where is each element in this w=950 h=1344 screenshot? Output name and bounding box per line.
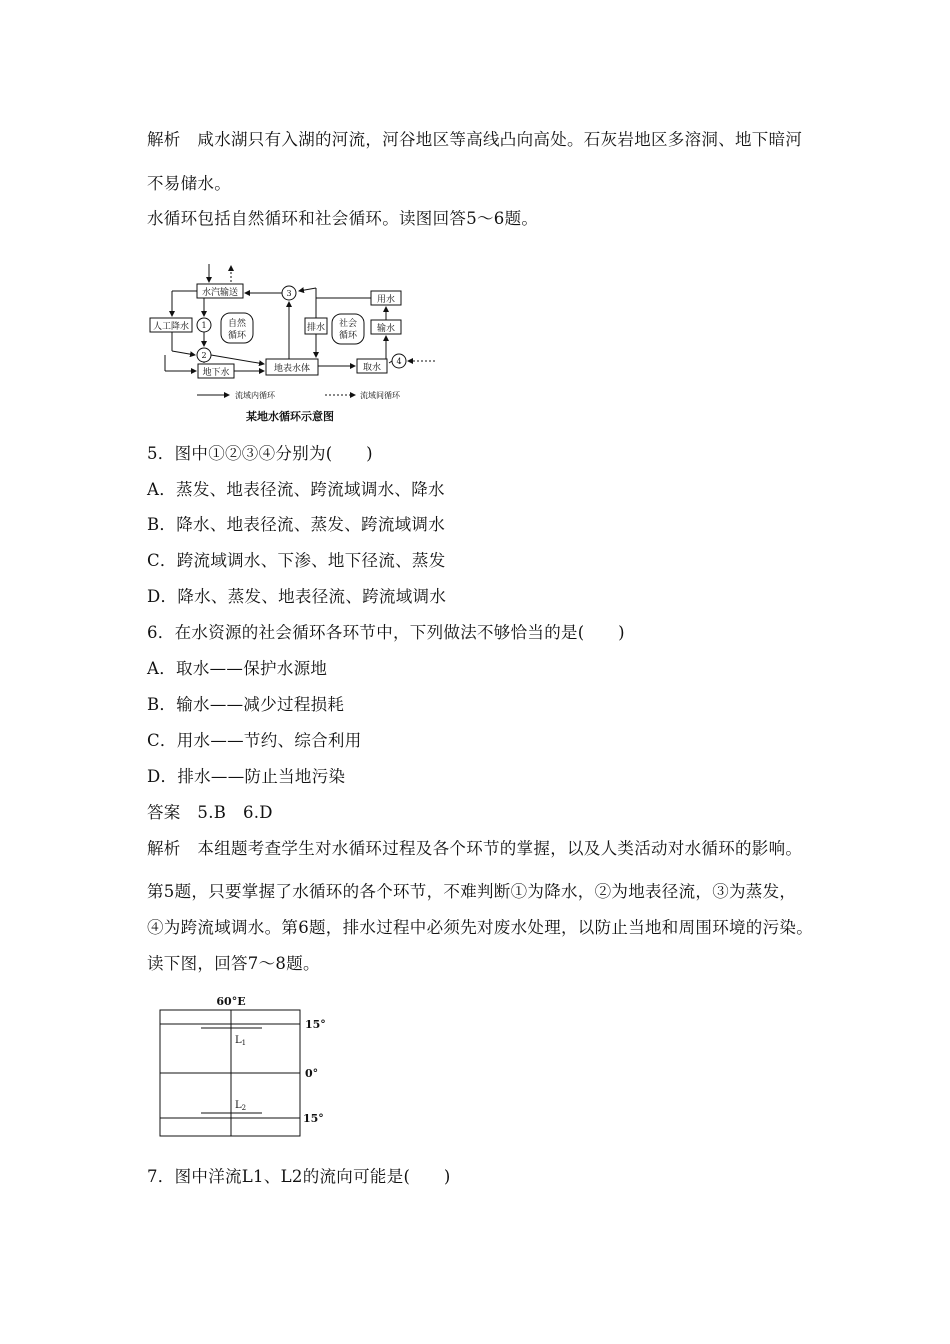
label-vapor: 水汽输送	[201, 288, 239, 298]
current-l1-label: $L_1$	[235, 1035, 247, 1047]
question-6: 6．在水资源的社会循环各环节中，下列做法不够恰当的是( )	[147, 623, 625, 642]
question-7: 7．图中洋流L1、L2的流向可能是( )	[147, 1167, 451, 1186]
label-transport: 输水	[376, 324, 396, 334]
circle-2-label: 2	[201, 351, 207, 360]
label-social-2: 循环	[338, 331, 358, 341]
explanation-line-2: 第5题，只要掌握了水循环的各个环节，不难判断①为降水，②为地表径流，③为蒸发，	[147, 882, 797, 901]
current-l2-label: $L_2$	[235, 1100, 247, 1112]
latitude-bottom-label: 15°	[303, 1112, 324, 1125]
question-6-option-c: C．用水——节约、综合利用	[147, 731, 362, 750]
latitude-equator-label: 0°	[305, 1067, 319, 1080]
question-5: 5．图中①②③④分别为( )	[147, 444, 373, 463]
legend-inner-label: 流域内循环	[235, 391, 275, 400]
label-natural-2: 循环	[227, 331, 247, 341]
question-5-option-a: A．蒸发、地表径流、跨流域调水、降水	[147, 480, 445, 499]
longitude-label: 60°E	[216, 995, 246, 1008]
analysis-text-line-1: 解析 咸水湖只有入湖的河流，河谷地区等高线凸向高处。石灰岩地区多溶洞、地下暗河	[147, 130, 803, 149]
question-5-option-d: D．降水、蒸发、地表径流、跨流域调水	[147, 587, 447, 606]
label-groundwater: 地下水	[202, 368, 230, 378]
question-6-option-a: A．取水——保护水源地	[147, 659, 328, 678]
label-natural-1: 自然	[227, 319, 247, 329]
question-6-option-d: D．排水——防止当地污染	[147, 767, 346, 786]
label-drain: 排水	[306, 323, 326, 333]
intro-text-7-8: 读下图，回答7～8题。	[147, 954, 320, 973]
question-5-option-b: B．降水、地表径流、蒸发、跨流域调水	[147, 515, 446, 534]
circle-1-label: 1	[201, 321, 207, 330]
legend-inter-label: 流域间循环	[360, 391, 400, 400]
label-social-1: 社会	[338, 319, 358, 329]
answer-5-6: 答案 5.B 6.D	[147, 803, 273, 822]
water-cycle-diagram	[145, 258, 445, 428]
question-6-option-b: B．输水——减少过程损耗	[147, 695, 345, 714]
circle-3-label: 3	[286, 289, 292, 298]
label-surface-water: 地表水体	[273, 364, 311, 374]
diagram-caption: 某地水循环示意图	[246, 410, 334, 423]
intro-text-5-6: 水循环包括自然循环和社会循环。读图回答5～6题。	[147, 209, 539, 228]
label-artificial-rain: 人工降水	[152, 322, 190, 332]
question-5-option-c: C．跨流域调水、下渗、地下径流、蒸发	[147, 551, 446, 570]
latitude-top-label: 15°	[305, 1018, 326, 1031]
ocean-current-diagram	[155, 990, 335, 1142]
explanation-line-3: ④为跨流域调水。第6题，排水过程中必须先对废水处理，以防止当地和周围环境的污染。	[147, 918, 813, 937]
analysis-text-line-2: 不易储水。	[147, 174, 231, 193]
label-use: 用水	[376, 295, 396, 305]
explanation-line-1: 解析 本组题考查学生对水循环过程及各个环节的掌握，以及人类活动对水循环的影响。	[147, 839, 803, 858]
label-intake: 取水	[362, 363, 382, 373]
circle-4-label: 4	[396, 357, 402, 366]
